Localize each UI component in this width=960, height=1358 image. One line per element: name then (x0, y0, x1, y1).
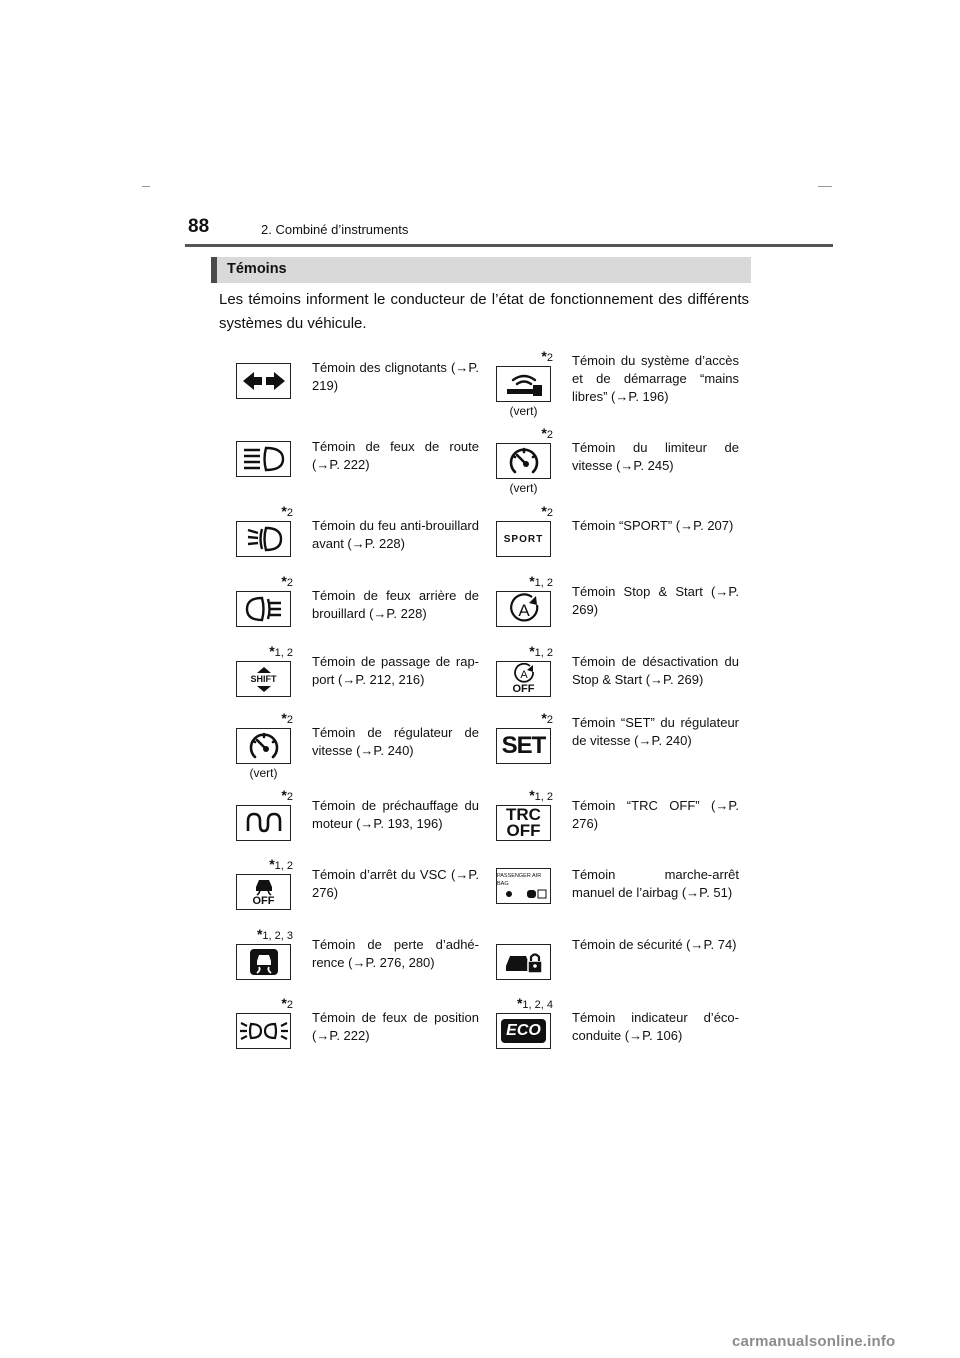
airbag-icon-label: PASSENGER AIR BAG (497, 873, 542, 887)
footnote-ref: *1, 2 (269, 643, 293, 659)
footnote-ref: *1, 2, 4 (516, 995, 553, 1011)
indicator-description: Témoin de perte d’adhé-rence (→P. 276, 280) (312, 937, 479, 970)
shift-icon (236, 661, 291, 697)
section-heading (211, 257, 751, 283)
indicator-description: Témoin de feux arrière de brouillard (→P. 228) (312, 588, 479, 621)
stop-start-off-icon (496, 661, 551, 697)
footnote-ref: *2 (281, 573, 293, 589)
crop-mark-right (818, 186, 832, 187)
speed-limiter-icon (496, 443, 551, 479)
indicator-description: Témoin de régulateur de vitesse (→P. 240) (312, 725, 479, 758)
indicator-row (236, 355, 489, 421)
indicator-description: Témoin d’arrêt du VSC (→P. 276) (312, 867, 479, 900)
high-beam-icon (236, 441, 291, 477)
color-note: (vert) (249, 766, 278, 780)
stop-start-off-label: OFF (512, 683, 535, 695)
eco-icon-label: ECO (501, 1019, 546, 1043)
sport-mode-icon (496, 521, 551, 557)
footnote-ref: *1, 2 (529, 573, 553, 589)
asterisk: * (281, 503, 287, 519)
cruise-control-icon (236, 728, 291, 764)
vsc-off-label: OFF (252, 894, 275, 907)
indicator-description: Témoin de sécurité (→P. 74) (572, 937, 737, 952)
footnote-ref: *1, 2, 3 (256, 926, 293, 942)
security-icon (496, 944, 551, 980)
indicator-description: Témoin Stop & Start (→P. 269) (572, 584, 739, 617)
indicator-row (496, 503, 749, 569)
indicator-description: Témoin de préchauffage du moteur (→P. 193, 196) (312, 798, 479, 831)
indicator-row (236, 643, 489, 709)
position-lights-icon (236, 1013, 291, 1049)
cruise-set-icon (496, 728, 551, 764)
color-note: (vert) (509, 481, 538, 495)
indicator-description: Témoin du feu anti-brouillard avant (→P. 228) (312, 518, 479, 551)
indicator-description: Témoin indicateur d’éco-conduite (→P. 106) (572, 1010, 739, 1043)
indicator-description: Témoin de feux de route (→P. 222) (312, 439, 479, 472)
crop-mark-left (142, 186, 150, 187)
trc-label: TRC (506, 805, 541, 824)
stop-start-icon-letter: A (517, 601, 530, 620)
indicator-row (236, 710, 489, 782)
stop-start-icon (496, 591, 551, 627)
indicator-description: Témoin du système d’accès et de démarrage “mains libres” (→P. 196) (572, 353, 739, 404)
indicator-row (496, 348, 749, 420)
footnote-ref: *2 (541, 710, 553, 726)
stop-start-off-letter: A (519, 669, 528, 681)
indicator-row (236, 995, 489, 1061)
indicator-row (496, 995, 749, 1061)
indicator-description: Témoin marche-arrêt manuel de l’airbag (→P. 51) (572, 867, 739, 900)
turn-signal-icon (236, 363, 291, 399)
intro-paragraph: Les témoins informent le conducteur de l’état de fonctionnement des différents systèmes du véhicule. (219, 291, 749, 332)
header-rule (185, 244, 833, 247)
footnote-ref: *1, 2 (529, 643, 553, 659)
sport-icon-label: SPORT (503, 533, 544, 545)
set-icon-label: SET (501, 732, 546, 759)
footnote-ref: *1, 2 (269, 856, 293, 872)
footnote-ref: *2 (541, 503, 553, 519)
indicator-description: Témoin de feux de position (→P. 222) (312, 1010, 479, 1043)
indicator-description: Témoin “TRC OFF” (→P. 276) (572, 798, 739, 831)
footnote-ref: *2 (281, 787, 293, 803)
front-fog-icon (236, 521, 291, 557)
indicator-description: Témoin de passage de rap-port (→P. 212, 216) (312, 654, 479, 687)
footnote-ref: *2 (541, 348, 553, 364)
color-note: (vert) (509, 404, 538, 418)
indicator-row (236, 432, 489, 498)
indicator-row (236, 856, 489, 922)
indicator-row (236, 787, 489, 853)
section-title: 2. Combiné d’instruments (261, 222, 409, 237)
indicator-description: Témoin du limiteur de vitesse (→P. 245) (572, 440, 739, 473)
rear-fog-icon (236, 591, 291, 627)
trc-off-label: OFF (506, 821, 541, 840)
indicator-description: Témoin “SPORT” (→P. 207) (572, 518, 734, 533)
indicator-row (496, 787, 749, 853)
trc-off-icon (496, 805, 551, 841)
indicator-row (496, 926, 749, 992)
indicator-row (496, 573, 749, 639)
indicator-row (236, 926, 489, 992)
footnote-ref: *2 (281, 710, 293, 726)
airbag-off-icon (496, 868, 551, 904)
footnote-ref: *2 (281, 503, 293, 519)
eco-driving-icon (496, 1013, 551, 1049)
page-number: 88 (188, 216, 210, 237)
shift-icon-label: SHIFT (250, 673, 277, 684)
indicator-row (496, 643, 749, 709)
smart-key-icon (496, 366, 551, 402)
indicator-description: Témoin des clignotants (→P. 219) (312, 360, 479, 393)
indicator-row (236, 503, 489, 569)
indicator-description: Témoin de désactivation du Stop & Start (→P. 269) (572, 654, 739, 687)
section-heading-text: Témoins (227, 261, 287, 277)
indicator-description: Témoin “SET” du régulateur de vitesse (→P. 240) (572, 715, 739, 748)
glow-plug-icon (236, 805, 291, 841)
watermark: carmanualsonline.info (732, 1333, 896, 1350)
indicator-row (496, 710, 749, 782)
indicator-row (496, 425, 749, 497)
footnote-ref: *2 (541, 425, 553, 441)
slip-indicator-icon (236, 944, 291, 980)
footnote-ref: *2 (281, 995, 293, 1011)
indicator-row (496, 856, 749, 922)
indicator-row (236, 573, 489, 639)
footnote-ref: *1, 2 (529, 787, 553, 803)
vsc-off-icon (236, 874, 291, 910)
